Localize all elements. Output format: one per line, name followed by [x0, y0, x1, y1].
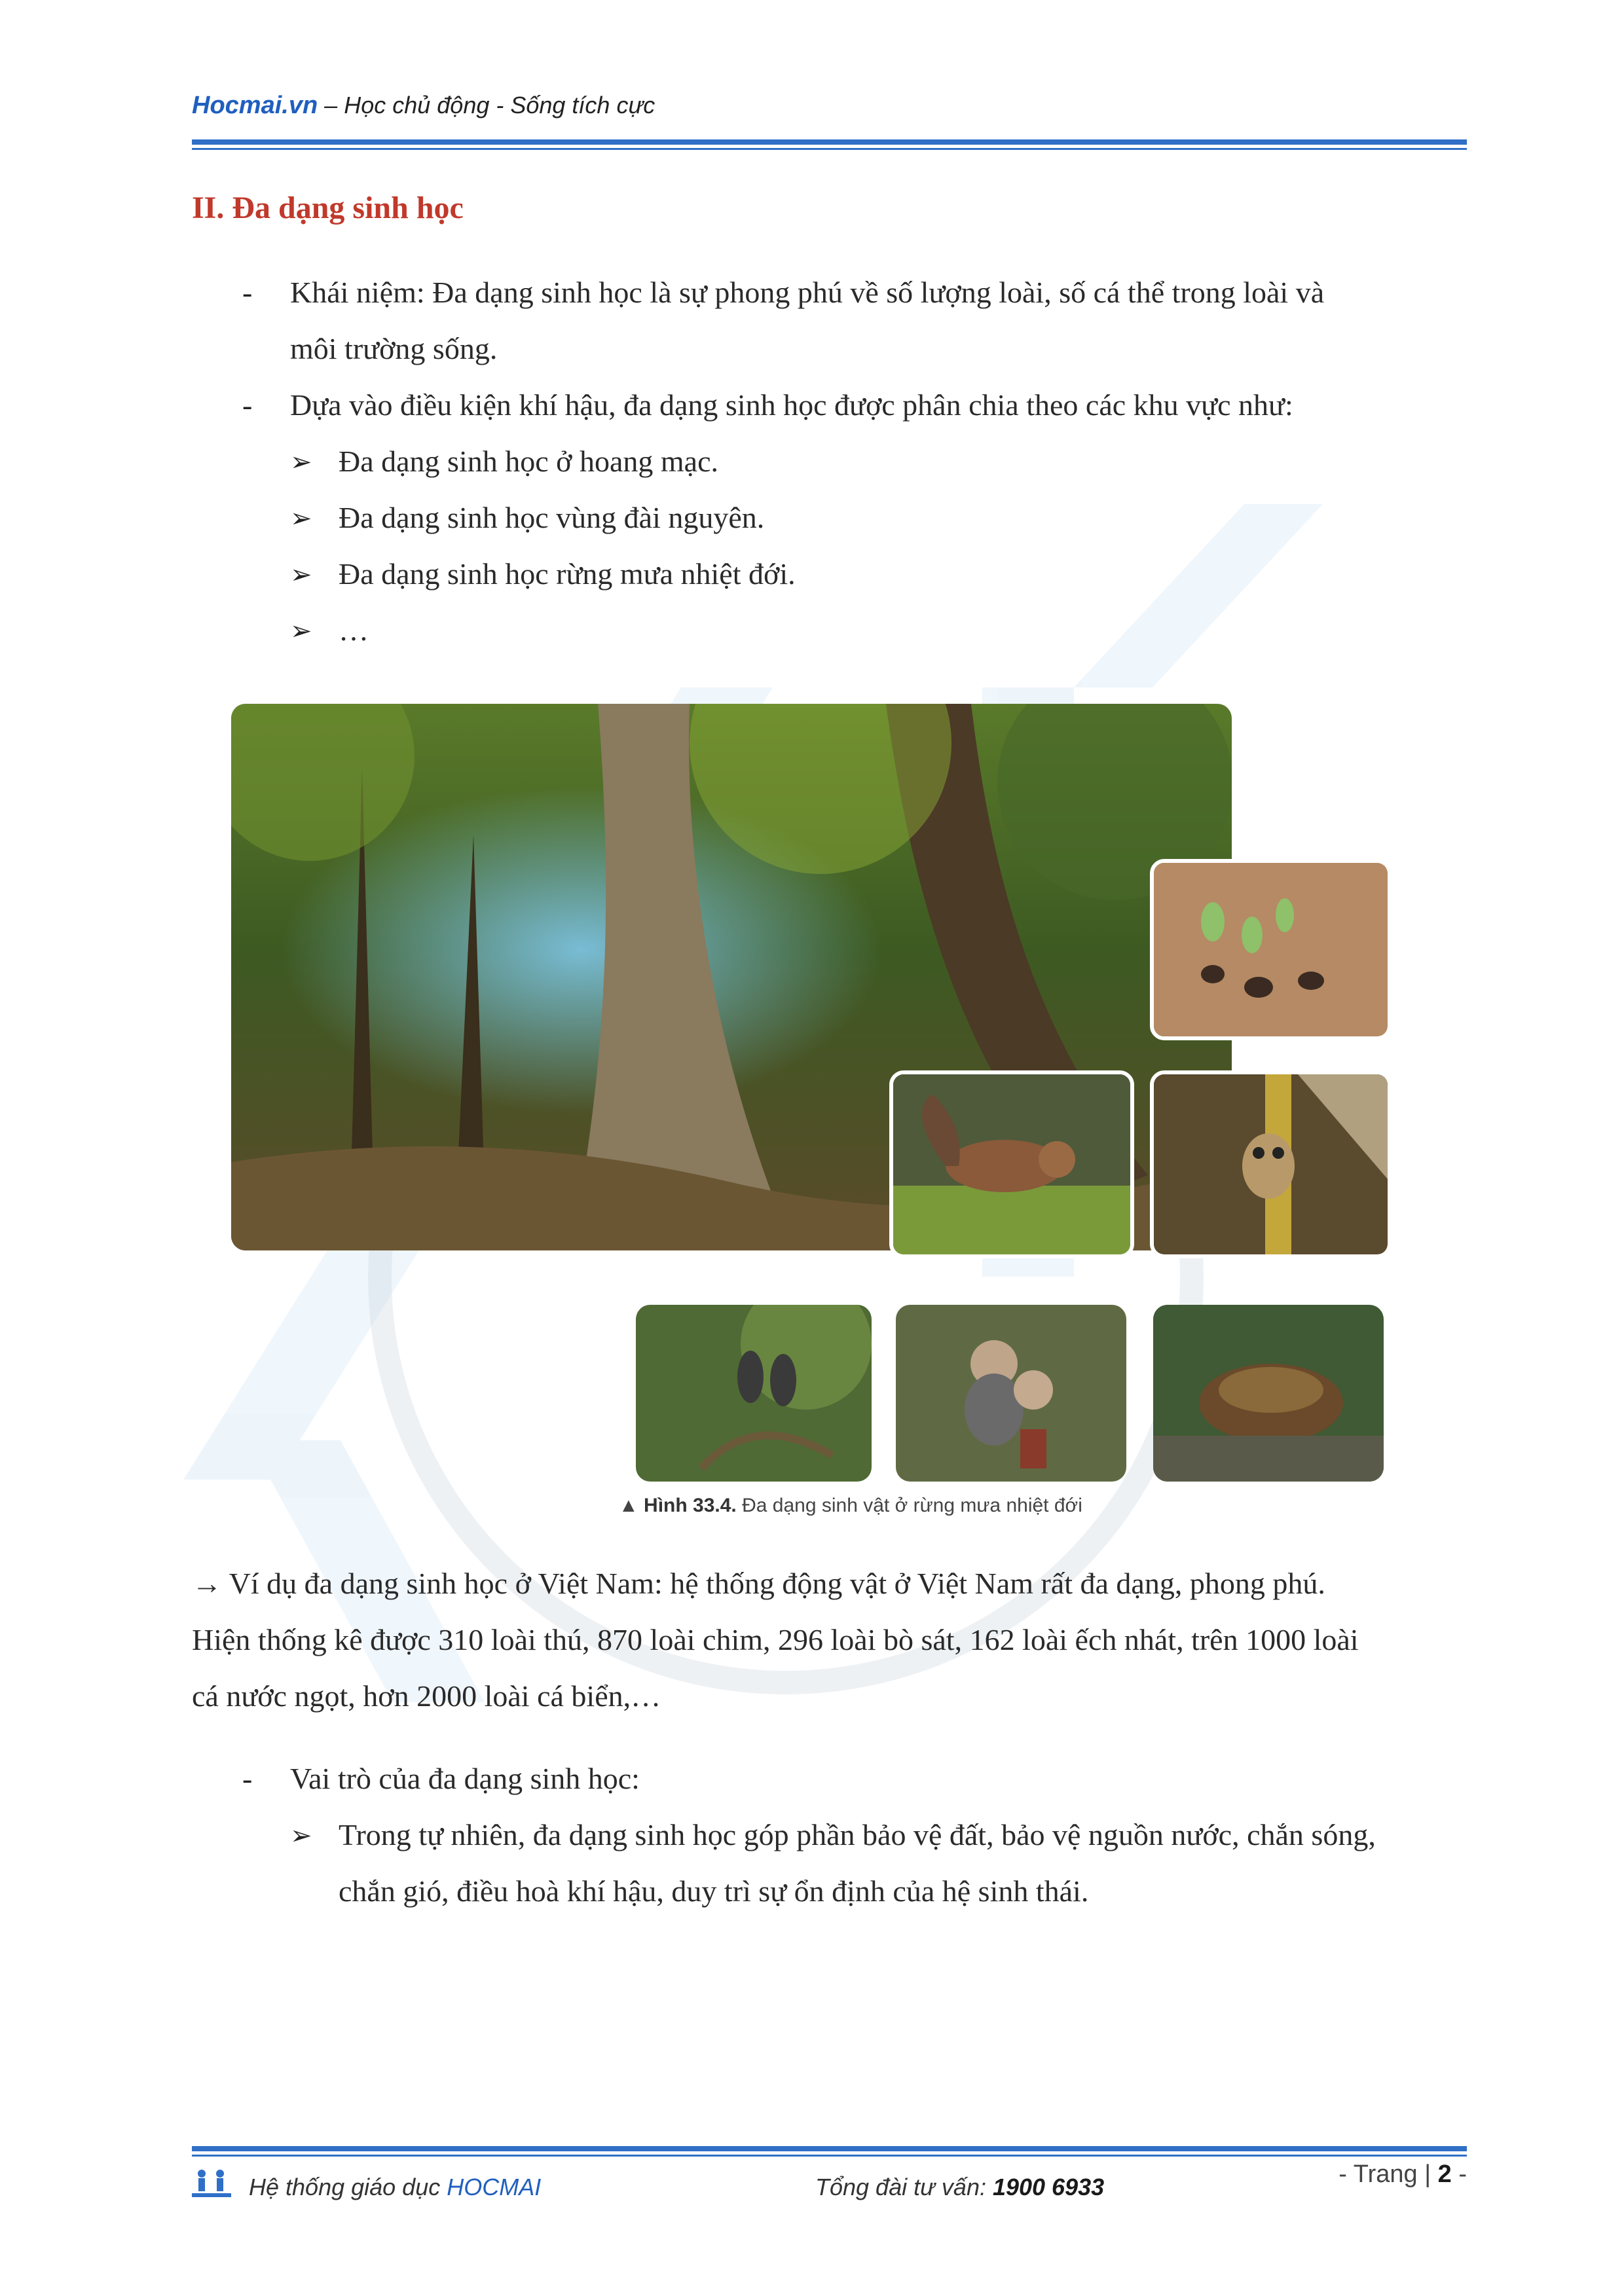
arrow-bullet-icon: ➢	[290, 560, 312, 589]
footer-hotline	[815, 2174, 1104, 2201]
footer-rule-thin	[192, 2155, 1467, 2157]
header-rule-thick	[192, 139, 1467, 145]
example-line-1: → Ví dụ đa dạng sinh học ở Việt Nam: hệ thống động vật ở Việt Nam rất đa dạng, phong phú.	[192, 1567, 1325, 1600]
header-brand: Hocmai.vn	[192, 92, 318, 119]
caption-label: Hình 33.4.	[644, 1495, 737, 1516]
sub-item-tundra: Đa dạng sinh học vùng đài nguyên.	[339, 501, 765, 534]
arrow-bullet-icon: ➢	[290, 447, 312, 477]
butterflies-photo	[1150, 859, 1392, 1040]
role-item-line-2: chắn gió, điều hoà khí hậu, duy trì sự ổn định của hệ sinh thái.	[339, 1874, 1089, 1908]
page-header	[192, 92, 1467, 120]
arrow-bullet-icon: ➢	[290, 503, 312, 533]
footer-system-brand: HOCMAI	[447, 2174, 542, 2200]
figure-rainforest-collage	[231, 704, 1384, 1542]
climate-intro: Dựa vào điều kiện khí hậu, đa dạng sinh học được phân chia theo các khu vực như:	[290, 388, 1293, 422]
page-number-value: 2	[1437, 2160, 1452, 2188]
arrow-bullet-icon: ➢	[290, 1821, 312, 1850]
turtle-photo	[1153, 1305, 1384, 1482]
header-separator: –	[318, 92, 344, 118]
storks-photo	[636, 1305, 872, 1482]
concept-line-1: Khái niệm: Đa dạng sinh học là sự phong phú về số lượng loài, số cá thể trong loài và	[290, 276, 1325, 309]
squirrel-photo	[889, 1070, 1134, 1258]
role-item-line-1: Trong tự nhiên, đa dạng sinh học góp phần bảo vệ đất, bảo vệ nguồn nước, chắn sóng,	[339, 1818, 1376, 1851]
sub-item-rainforest: Đa dạng sinh học rừng mưa nhiệt đới.	[339, 557, 796, 591]
hocmai-logo-icon	[192, 2167, 231, 2200]
footer-hotline-label: Tổng đài tư vấn:	[815, 2174, 993, 2200]
footer-system	[249, 2174, 541, 2201]
header-slogan: Học chủ động - Sống tích cực	[344, 92, 655, 118]
concept-line-2: môi trường sống.	[290, 332, 498, 365]
page-prefix: - Trang |	[1338, 2160, 1438, 2188]
header-rule-thin	[192, 148, 1467, 150]
sub-item-ellipsis: …	[339, 613, 369, 647]
sub-item-desert: Đa dạng sinh học ở hoang mạc.	[339, 445, 719, 478]
page-number	[1338, 2160, 1467, 2189]
dash-bullet: -	[242, 388, 253, 422]
dash-bullet: -	[242, 1762, 253, 1795]
tarsier-photo	[1150, 1070, 1392, 1258]
example-line-2: Hiện thống kê được 310 loài thú, 870 loài chim, 296 loài bò sát, 162 loài ếch nhát, trên 1000 loài	[192, 1623, 1359, 1656]
figure-caption: ▲ Hình 33.4. Đa dạng sinh vật ở rừng mưa nhiệt đới	[619, 1495, 1082, 1516]
caption-text: Đa dạng sinh vật ở rừng mưa nhiệt đới	[736, 1495, 1082, 1516]
dash-bullet: -	[242, 276, 253, 309]
arrow-bullet-icon: ➢	[290, 616, 312, 646]
footer-system-text: Hệ thống giáo dục	[249, 2174, 447, 2200]
footer-hotline-number: 1900 6933	[992, 2174, 1105, 2200]
section-title: II. Đa dạng sinh học	[192, 191, 464, 225]
page-suffix: -	[1451, 2160, 1467, 2188]
role-title: Vai trò của đa dạng sinh học:	[290, 1762, 640, 1795]
footer-rule-thick	[192, 2146, 1467, 2151]
example-line-3: cá nước ngọt, hơn 2000 loài cá biển,…	[192, 1679, 661, 1713]
douc-langur-photo	[896, 1305, 1126, 1482]
